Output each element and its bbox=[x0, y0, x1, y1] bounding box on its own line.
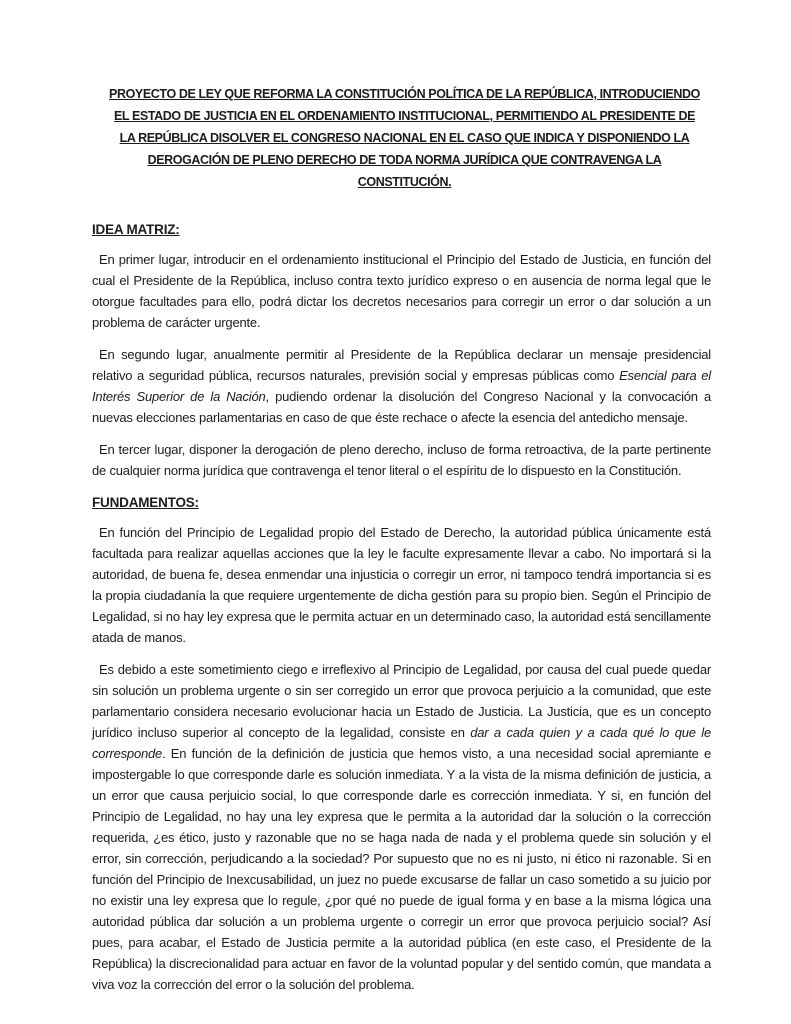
fundamentos-paragraph-1: En función del Principio de Legalidad propio del Estado de Derecho, la autoridad pública únicamente está facultada para realizar aquellas acciones que la ley le faculte expresamente llevar a cabo. No importará si la autoridad, de buena fe, desea enmendar una injusticia o corregir un error, ni tampoco tendrá importancia si es la propia ciudadanía la que requiere urgentemente de dicha gestión para su propio bien. Según el Principio de Legalidad, si no hay ley expresa que le permita actuar en un determinado caso, la autoridad está sencillamente atada de manos. bbox=[92, 525, 712, 645]
text-run: , pudiendo ordenar la disolución del Congreso Nacional y la convocación a nuevas elecciones parlamentarias en caso de que éste rechace o afecte la esencia del antedicho mensaje. bbox=[92, 389, 711, 425]
heading-fundamentos: FUNDAMENTOS: bbox=[92, 495, 199, 510]
italic-run: dar a cada quien y a cada qué lo que le corresponde bbox=[92, 725, 712, 761]
heading-idea-matriz: IDEA MATRIZ: bbox=[92, 222, 180, 237]
italic-run: Esencial para el Interés Superior de la Nación bbox=[92, 368, 711, 404]
idea-matriz-paragraph-1: En primer lugar, introducir en el ordenamiento institucional el Principio del Estado de Justicia, en función del cual el Presidente de la República, incluso contra texto jurídico expreso o en ausencia de norma legal que le otorgue facultades para ello, podrá dictar los decretos necesarios para corregir un error o dar solución a un problema de carácter urgente. bbox=[92, 252, 711, 330]
text-run: En segundo lugar, anualmente permitir al Presidente de la República declarar un mensaje presidencial relativo a seguridad pública, recursos naturales, previsión social y empresas públicas como bbox=[92, 347, 711, 383]
idea-matriz-paragraph-3: En tercer lugar, disponer la derogación de pleno derecho, incluso de forma retroactiva, de la parte pertinente de cualquier norma jurídica que contravenga el tenor literal o el espíritu de lo dispuesto en la Constitución. bbox=[92, 442, 711, 478]
fundamentos-paragraph-2 bbox=[92, 659, 711, 995]
idea-matriz-paragraph-2 bbox=[92, 344, 711, 428]
text-run: Es debido a este sometimiento ciego e irreflexivo al Principio de Legalidad, por causa del cual puede quedar sin solución un problema urgente o sin ser corregido un error que provoca perjuicio a la comunidad, que este parlamentario considera necesario evolucionar hacia un Estado de Justicia. La Justicia, que es un concepto jurídico incluso superior al concepto de la legalidad, consiste en bbox=[92, 662, 711, 740]
document-title: PROYECTO DE LEY QUE REFORMA LA CONSTITUCIÓN POLÍTICA DE LA REPÚBLICA, INTRODUCIENDO EL ESTADO DE JUSTICIA EN EL ORDENAMIENTO INSTITUCIONAL, PERMITIENDO AL PRESIDENTE DE LA REPÚBLICA DISOLVER EL CONGRESO NACIONAL EN EL CASO QUE INDICA Y DISPONIENDO LA DEROGACIÓN DE PLENO DERECHO DE TODA NORMA JURÍDICA QUE CONTRAVENGA LA CONSTITUCIÓN. bbox=[109, 87, 700, 189]
text-run: . En función de la definición de justicia que hemos visto, a una necesidad social apremiante e impostergable lo que corresponde darle es solución inmediata. Y a la vista de la misma definición de justicia, a un error que causa perjuicio social, lo que corresponde darle es corrección inmediata. Y si, en función del Principio de Legalidad, no hay una ley expresa que le permita a la autoridad dar la solución o la corrección requerida, ¿es ético, justo y razonable que no se haga nada de nada y el problema quede sin solución y el error, sin corrección, perjudicando a la sociedad? Por supuesto que no es ni justo, ni ético ni razonable. Si en función del Principio de Inexcusabilidad, un juez no puede excusarse de fallar un caso sometido a su juicio por no existir una ley expresa que lo regule, ¿por qué no puede de igual forma y en base a la misma lógica una autoridad pública dar solución a un problema urgente o corregir un error que provoca perjuicio social? Así pues, para acabar, el Estado de Justicia permite a la autoridad pública (en este caso, el Presidente de la República) la discrecionalidad para actuar en favor de la voluntad popular y del sentido común, que mandata a viva voz la corrección del error o la solución del problema. bbox=[92, 746, 711, 992]
